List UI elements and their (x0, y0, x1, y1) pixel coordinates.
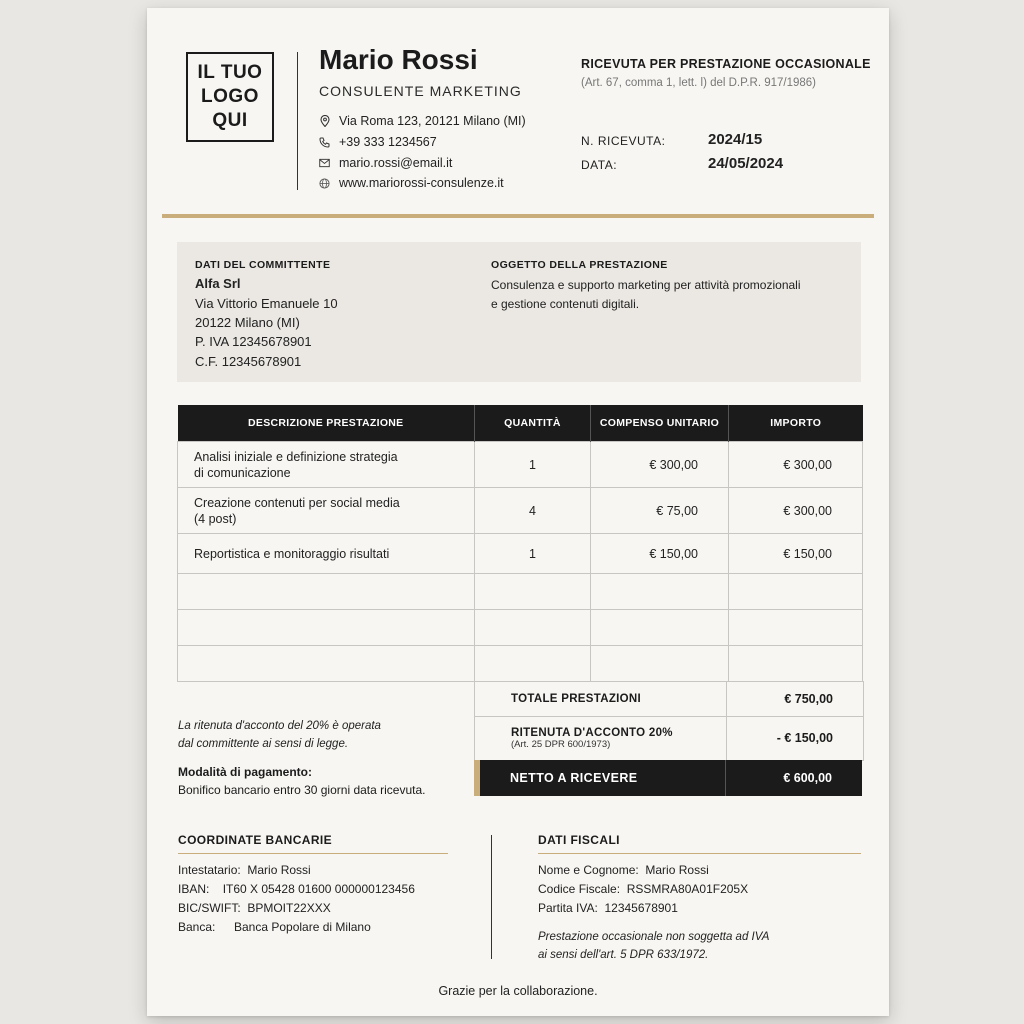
receipt-date-value: 24/05/2024 (708, 155, 784, 172)
withholding-note: La ritenuta d'acconto del 20% è operata (178, 720, 381, 732)
fiscal-rule (538, 853, 861, 854)
client-cf-line: C.F. 12345678901 (195, 354, 302, 369)
cell-unit-price: € 300,00 (591, 442, 729, 488)
contact-phone (319, 135, 437, 149)
client-vat-line: P. IVA 12345678901 (195, 334, 312, 349)
table-header-row (178, 405, 863, 442)
contact-address (319, 114, 526, 128)
fiscal-label: Nome e Cognome: (538, 863, 639, 877)
bank-name (178, 918, 371, 937)
footer-thanks: Grazie per la collaborazione. (438, 984, 598, 998)
header-amount: IMPORTO (729, 405, 863, 442)
fiscal-label: Codice Fiscale: (538, 882, 621, 896)
client-section-title: DATI DEL COMMITTENTE (195, 259, 331, 271)
issuer-name: Mario Rossi (319, 44, 478, 75)
total-label: TOTALE PRESTAZIONI (511, 692, 641, 705)
bank-iban (178, 880, 415, 899)
globe-icon (319, 178, 330, 189)
header-gold-rule (162, 214, 874, 218)
fiscal-value: Mario Rossi (645, 863, 709, 877)
net-accent-bar (474, 760, 480, 796)
bank-value: Mario Rossi (247, 863, 311, 877)
bank-value: Banca Popolare di Milano (234, 920, 371, 934)
receipt-number-value: 2024/15 (708, 131, 763, 148)
fiscal-name (538, 861, 709, 880)
cell-description (178, 442, 475, 488)
desc-line: Creazione contenuti per social media (194, 495, 400, 510)
header-divider (297, 52, 298, 190)
logo-line: IL TUO (197, 62, 263, 83)
cell-amount: € 150,00 (729, 534, 863, 574)
fiscal-value: 12345678901 (604, 901, 678, 915)
fiscal-vat (538, 899, 678, 918)
receipt-subtitle: (Art. 67, comma 1, lett. l) del D.P.R. 917/1986) (581, 77, 817, 89)
object-line: e gestione contenuti digitali. (491, 297, 640, 311)
client-info-box (177, 242, 861, 382)
contact-email (319, 156, 452, 170)
mail-icon (319, 158, 330, 169)
header-quantity: QUANTITÀ (475, 405, 591, 442)
cell-quantity: 4 (475, 488, 591, 534)
map-pin-icon (319, 116, 330, 127)
fiscal-value: RSSMRA80A01F205X (626, 882, 749, 896)
phone-icon (319, 137, 330, 148)
cell-description (178, 488, 475, 534)
logo-line: LOGO (201, 86, 259, 107)
cell-description: Reportistica e monitoraggio risultati (178, 534, 475, 574)
bank-label: IBAN: (178, 882, 210, 896)
desc-line: (4 post) (194, 511, 237, 526)
cell-quantity: 1 (475, 534, 591, 574)
fiscal-label: Partita IVA: (538, 901, 598, 915)
header-description: DESCRIZIONE PRESTAZIONE (178, 405, 475, 442)
table-row (178, 488, 863, 534)
object-line: Consulenza e supporto marketing per attività promozionali (491, 278, 801, 292)
withholding-label: RITENUTA D'ACCONTO 20% (511, 726, 673, 739)
bank-holder (178, 861, 311, 880)
bank-section-title: COORDINATE BANCARIE (178, 833, 333, 847)
receipt-title: RICEVUTA PER PRESTAZIONE OCCASIONALE (581, 57, 871, 71)
contact-text: +39 333 1234567 (339, 135, 437, 149)
receipt-date-label: DATA: (581, 158, 618, 172)
contact-website (319, 176, 504, 190)
client-address-line: Via Vittorio Emanuele 10 (195, 296, 338, 311)
issuer-role: CONSULENTE MARKETING (319, 83, 522, 99)
fiscal-code (538, 880, 748, 899)
table-row (178, 442, 863, 488)
object-section-title: OGGETTO DELLA PRESTAZIONE (491, 259, 668, 271)
bank-bic (178, 899, 331, 918)
net-row (474, 760, 862, 796)
total-value: € 750,00 (784, 691, 833, 706)
cell-unit-price: € 150,00 (591, 534, 729, 574)
logo-line: QUI (212, 110, 248, 131)
table-row (178, 534, 863, 574)
bank-label: Intestatario: (178, 863, 241, 877)
fiscal-section-title: DATI FISCALI (538, 833, 620, 847)
receipt-page (147, 8, 889, 1016)
services-table (177, 405, 863, 682)
fiscal-note: ai sensi dell'art. 5 DPR 633/1972. (538, 949, 709, 961)
bank-value: BPMOIT22XXX (247, 901, 331, 915)
bank-rule (178, 853, 448, 854)
payment-text: Bonifico bancario entro 30 giorni data ricevuta. (178, 783, 426, 797)
cell-amount: € 300,00 (729, 442, 863, 488)
header-unit-price: COMPENSO UNITARIO (591, 405, 729, 442)
contact-text: Via Roma 123, 20121 Milano (MI) (339, 114, 526, 128)
desc-line: di comunicazione (194, 465, 291, 480)
withholding-row (474, 716, 864, 761)
net-value: € 600,00 (783, 771, 832, 785)
table-row-empty (178, 646, 863, 682)
cell-quantity: 1 (475, 442, 591, 488)
cell-unit-price: € 75,00 (591, 488, 729, 534)
payment-title: Modalità di pagamento: (178, 765, 313, 779)
contact-text: www.mariorossi-consulenze.it (339, 176, 504, 190)
cell-amount: € 300,00 (729, 488, 863, 534)
bank-value: IT60 X 05428 01600 000000123456 (222, 882, 415, 896)
table-row-empty (178, 574, 863, 610)
bank-label: BIC/SWIFT: (178, 901, 241, 915)
receipt-number-label: N. RICEVUTA: (581, 134, 666, 148)
withholding-note: dal committente ai sensi di legge. (178, 738, 349, 750)
client-name: Alfa Srl (195, 276, 241, 291)
desc-line: Analisi iniziale e definizione strategia (194, 449, 398, 464)
logo-placeholder (186, 52, 274, 142)
withholding-sub: (Art. 25 DPR 600/1973) (511, 738, 611, 750)
bottom-divider (491, 835, 492, 959)
fiscal-note: Prestazione occasionale non soggetta ad IVA (538, 931, 770, 943)
table-row-empty (178, 610, 863, 646)
withholding-value: - € 150,00 (776, 731, 833, 745)
net-label: NETTO A RICEVERE (510, 771, 638, 785)
bank-label: Banca: (178, 920, 216, 934)
total-row (474, 681, 864, 717)
contact-text: mario.rossi@email.it (339, 156, 453, 170)
client-city-line: 20122 Milano (MI) (195, 315, 300, 330)
